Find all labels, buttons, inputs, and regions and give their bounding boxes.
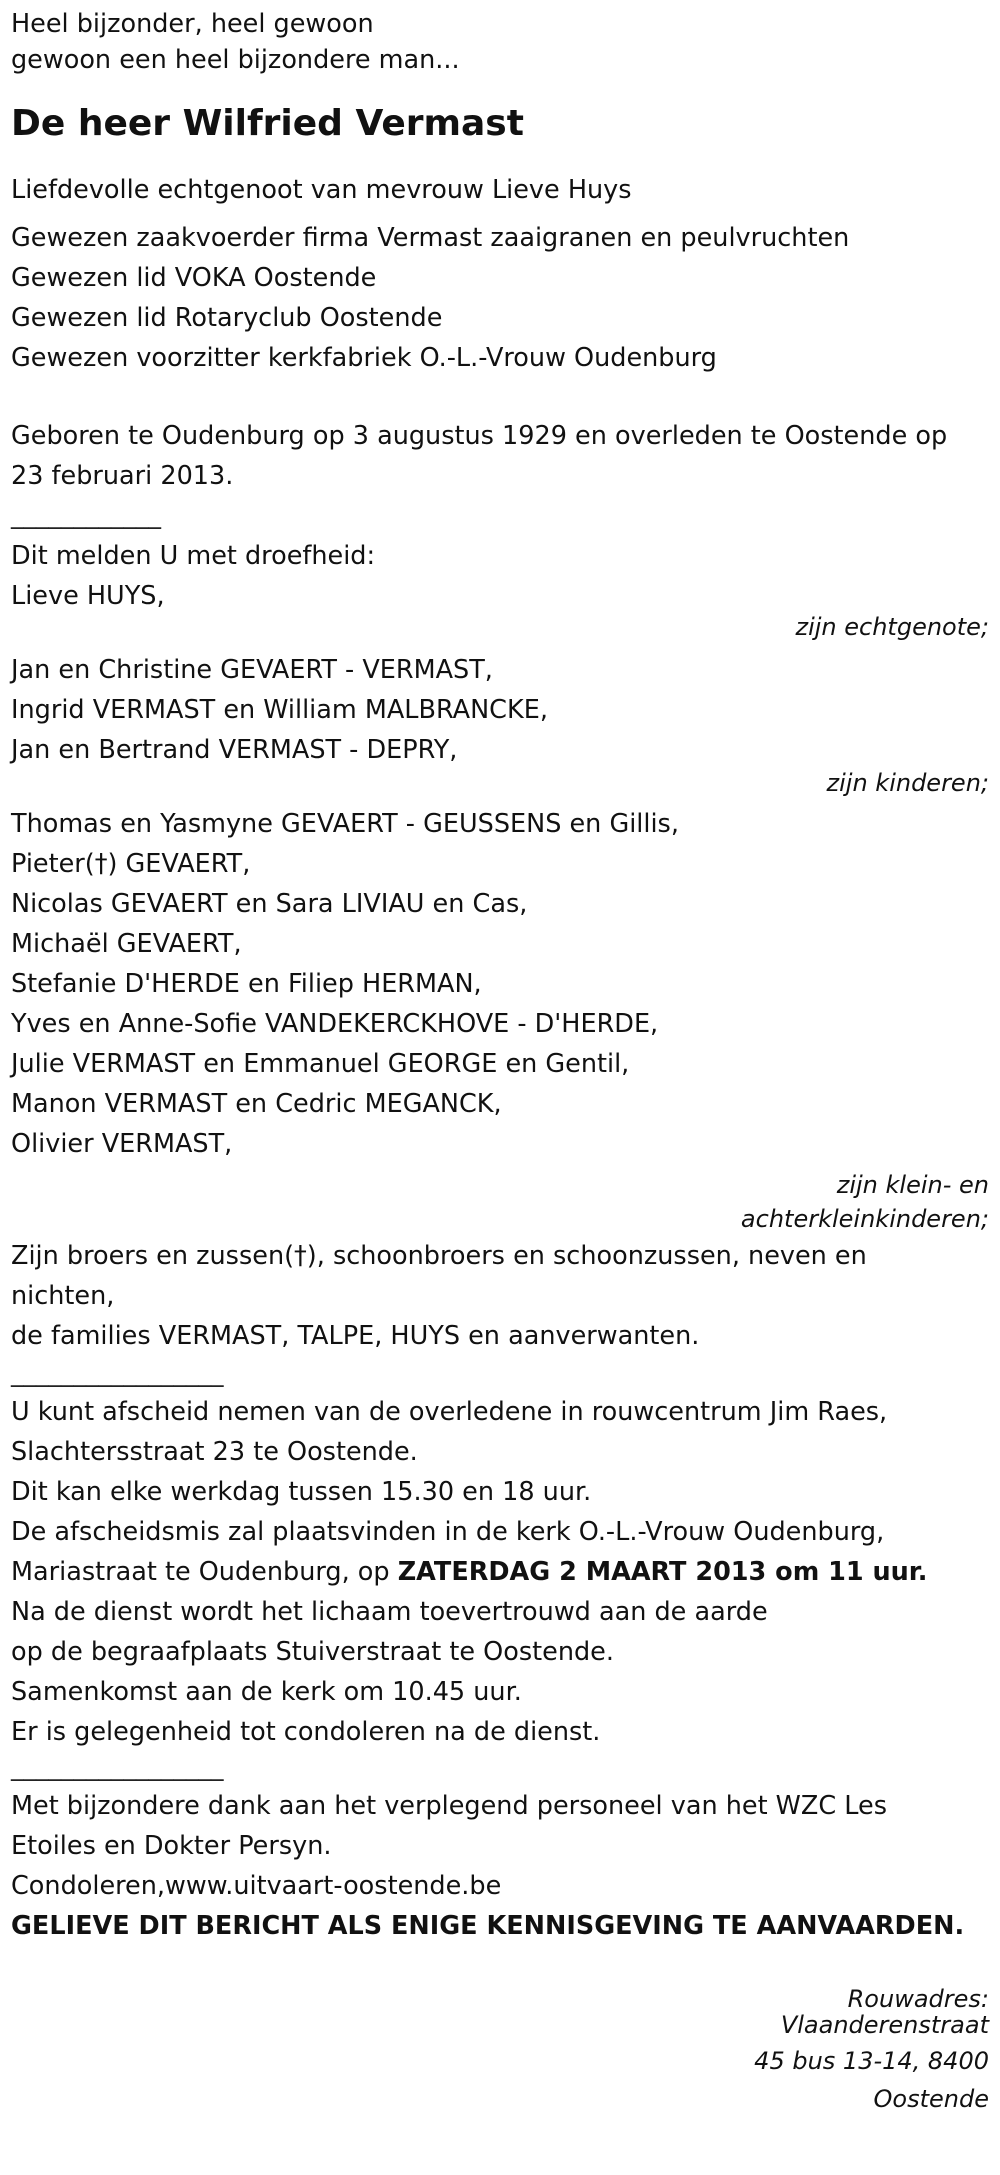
grandchild-item: Yves en Anne-Sofie VANDEKERCKHOVE - D'HERDE, xyxy=(11,1009,659,1039)
grandchild-item: Pieter(†) GEVAERT, xyxy=(11,849,251,879)
child-item: Ingrid VERMAST en William MALBRANCKE, xyxy=(11,695,548,725)
address-line: 45 bus 13-14, 8400 xyxy=(754,2047,989,2075)
farewell-line: Er is gelegenheid tot condoleren na de dienst. xyxy=(11,1717,601,1747)
spouse-role: zijn echtgenote; xyxy=(795,613,989,641)
farewell-line: U kunt afscheid nemen van de overledene in rouwcentrum Jim Raes, xyxy=(11,1397,888,1427)
divider: _________________ xyxy=(11,1752,224,1781)
farewell-block xyxy=(11,1392,989,1752)
children-role: zijn kinderen; xyxy=(826,769,989,797)
role-item: Gewezen zaakvoerder firma Vermast zaaigranen en peulvruchten xyxy=(11,223,850,253)
grandchildren-role-2: achterkleinkinderen; xyxy=(740,1205,989,1233)
grandchild-item: Olivier VERMAST, xyxy=(11,1129,233,1159)
divider: _________________ xyxy=(11,1358,224,1387)
intro-line-2: gewoon een heel bijzondere man... xyxy=(11,45,460,75)
obituary-page xyxy=(0,4,1000,2175)
farewell-line: Dit kan elke werkdag tussen 15.30 en 18 uur. xyxy=(11,1477,592,1507)
address-block xyxy=(11,1986,989,2116)
notice: GELIEVE DIT BERICHT ALS ENIGE KENNISGEVING TE AANVAARDEN. xyxy=(11,1911,965,1941)
farewell-line: De afscheidsmis zal plaatsvinden in de kerk O.-L.-Vrouw Oudenburg, xyxy=(11,1517,885,1547)
mass-date: ZATERDAG 2 MAART 2013 om 11 uur. xyxy=(397,1557,928,1587)
spouse-name: Lieve HUYS, xyxy=(11,581,165,611)
birth-line-1: Geboren te Oudenburg op 3 augustus 1929 en overleden te Oostende op xyxy=(11,421,948,451)
role-item: Gewezen lid VOKA Oostende xyxy=(11,263,377,293)
mass-location: Mariastraat te Oudenburg, op xyxy=(11,1557,398,1587)
condolence-link[interactable]: Condoleren,www.uitvaart-oostende.be xyxy=(11,1871,502,1901)
spouse-line: Liefdevolle echtgenoot van mevrouw Lieve Huys xyxy=(11,175,632,205)
grandchild-item: Thomas en Yasmyne GEVAERT - GEUSSENS en Gillis, xyxy=(11,809,679,839)
birth-line-2: 23 februari 2013. xyxy=(11,461,234,491)
intro-line-1: Heel bijzonder, heel gewoon xyxy=(11,9,374,39)
grandchild-item: Stefanie D'HERDE en Filiep HERMAN, xyxy=(11,969,482,999)
grandchild-item: Manon VERMAST en Cedric MEGANCK, xyxy=(11,1089,502,1119)
farewell-line: Slachtersstraat 23 te Oostende. xyxy=(11,1437,418,1467)
farewell-line: op de begraafplaats Stuiverstraat te Oostende. xyxy=(11,1637,614,1667)
thanks-block xyxy=(11,1786,989,1906)
thanks-line: Met bijzondere dank aan het verplegend personeel van het WZC Les xyxy=(11,1791,888,1821)
grandchild-item: Julie VERMAST en Emmanuel GEORGE en Gentil, xyxy=(11,1049,630,1079)
roles-list xyxy=(11,218,989,378)
siblings-block xyxy=(11,1236,989,1356)
role-item: Gewezen voorzitter kerkfabriek O.-L.-Vrouw Oudenburg xyxy=(11,343,717,373)
deceased-name: De heer Wilfried Vermast xyxy=(11,103,524,144)
grandchildren-role-1: zijn klein- en xyxy=(836,1171,989,1199)
mass-line xyxy=(11,1552,989,1592)
farewell-line: Samenkomst aan de kerk om 10.45 uur. xyxy=(11,1677,522,1707)
thanks-line: Etoiles en Dokter Persyn. xyxy=(11,1831,332,1861)
address-line: Vlaanderenstraat xyxy=(780,2011,989,2039)
grandchildren-list xyxy=(11,804,989,1164)
role-item: Gewezen lid Rotaryclub Oostende xyxy=(11,303,443,333)
address-label: Rouwadres: xyxy=(847,1985,989,2013)
grandchild-item: Nicolas GEVAERT en Sara LIVIAU en Cas, xyxy=(11,889,528,919)
divider: ____________ xyxy=(11,500,161,529)
child-item: Jan en Bertrand VERMAST - DEPRY, xyxy=(11,735,458,765)
child-item: Jan en Christine GEVAERT - VERMAST, xyxy=(11,655,493,685)
siblings-line: de families VERMAST, TALPE, HUYS en aanverwanten. xyxy=(11,1321,700,1351)
grandchild-item: Michaël GEVAERT, xyxy=(11,929,242,959)
farewell-line: Na de dienst wordt het lichaam toevertrouwd aan de aarde xyxy=(11,1597,768,1627)
children-list xyxy=(11,650,989,770)
announcement: Dit melden U met droefheid: xyxy=(11,541,376,571)
address-line: Oostende xyxy=(873,2085,989,2113)
siblings-line: Zijn broers en zussen(†), schoonbroers en schoonzussen, neven en xyxy=(11,1241,867,1271)
siblings-line: nichten, xyxy=(11,1281,115,1311)
